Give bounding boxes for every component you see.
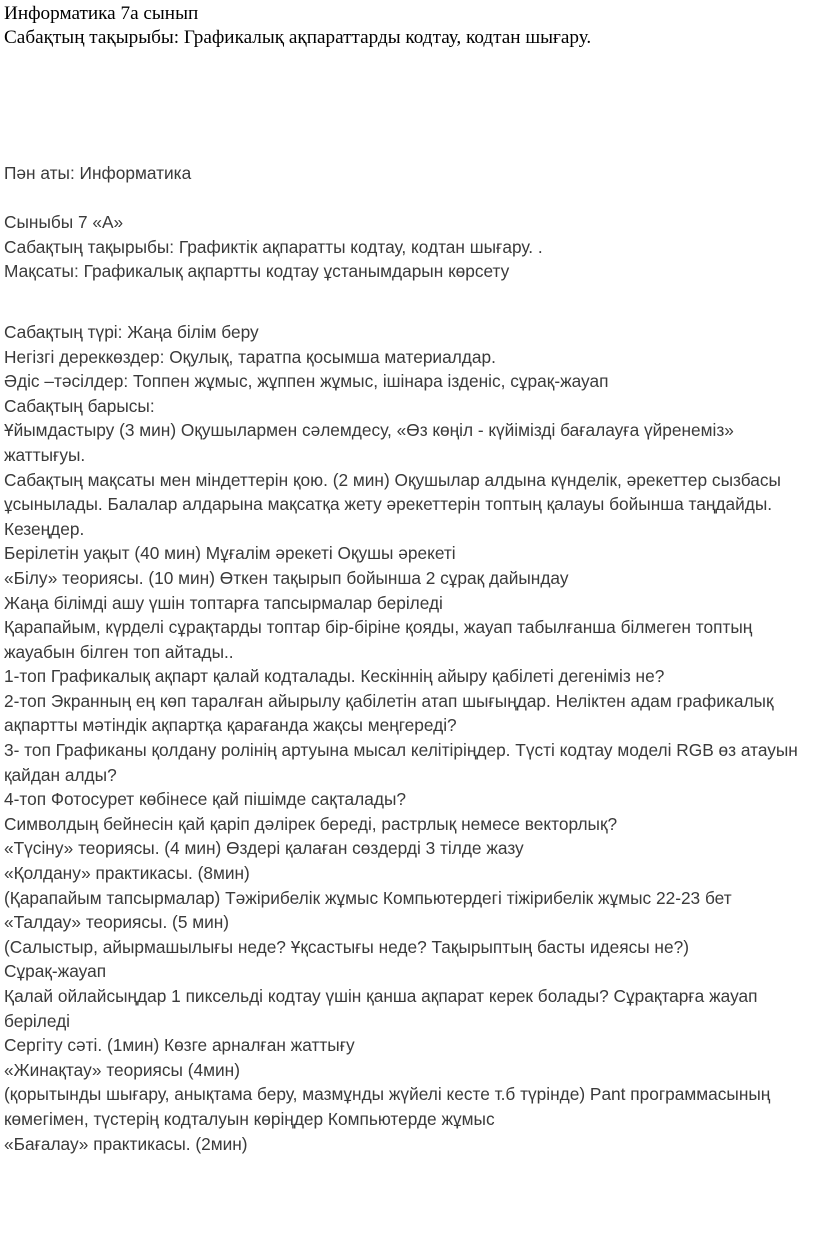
spacer bbox=[4, 284, 810, 320]
paragraph: «Талдау» теориясы. (5 мин) bbox=[4, 912, 230, 933]
paragraph: Негізгі дереккөздер: Оқулық, таратпа қосымша материалдар. bbox=[4, 346, 496, 367]
paragraph: 4-топ Фотосурет көбінесе қай пішімде сақталады? bbox=[4, 789, 406, 810]
header-topic-line: Сабақтың тақырыбы: Графикалық ақпараттарды кодтау, кодтан шығару. bbox=[4, 27, 592, 48]
paragraph: Қарапайым, күрделі сұрақтарды топтар бір-біріне қояды, жауап табылғанша білмеген топтың жауабын білген топ айтады.. bbox=[4, 617, 753, 662]
paragraph: Әдіс –тәсілдер: Топпен жұмыс, жұппен жұмыс, ішінара ізденіс, сұрақ-жауап bbox=[4, 371, 609, 392]
paragraph: Берілетін уақыт (40 мин) Мұғалім әрекеті Оқушы әрекеті bbox=[4, 543, 456, 564]
paragraph: Сұрақ-жауап bbox=[4, 961, 107, 982]
paragraph: 2-топ Экранның ең көп таралған айырылу қабілетін атап шығыңдар. Неліктен адам графикалық ақпартты мәтіндік ақпартқа қарағанда жақсы меңгереді? bbox=[4, 690, 774, 736]
paragraph: Қалай ойлайсыңдар 1 пиксельді кодтау үшін қанша ақпарат керек болады? Сұрақтарға жауап беріледі bbox=[4, 986, 758, 1031]
spacer bbox=[4, 186, 810, 211]
paragraph: (Салыстыр, айырмашылығы неде? Ұқсастығы неде? Тақырыптың басты идеясы не?) bbox=[4, 936, 689, 957]
paragraph: «Жинақтау» теориясы (4мин) bbox=[4, 1059, 240, 1080]
subject-line: Пән аты: Информатика bbox=[4, 163, 192, 183]
paragraph: Сабақтың түрі: Жаңа білім беру bbox=[4, 321, 259, 342]
paragraph: (қорытынды шығару, анықтама беру, мазмұнды жүйелі кесте т.б түрінде) Pant программасының көмегімен, түстерің кодталуын көріңдер Компьютерде жұмыс bbox=[4, 1084, 771, 1129]
paragraph: Сабақтың барысы: bbox=[4, 395, 155, 416]
paragraph: Символдың бейнесін қай қаріп дәлірек береді, растрлық немесе векторлық? bbox=[4, 813, 618, 834]
paragraph: «Білу» теориясы. (10 мин) Өткен тақырып бойынша 2 сұрақ дайындау bbox=[4, 567, 569, 588]
goal-line: Мақсаты: Графикалық ақпартты кодтау ұстанымдарын көрсету bbox=[4, 261, 510, 282]
paragraph: «Қолдану» практикасы. (8мин) bbox=[4, 863, 250, 884]
paragraph: 1-топ Графикалық ақпарт қалай кодталады. Кескіннің айыру қабілеті дегеніміз не? bbox=[4, 666, 665, 687]
header-class-line: Информатика 7а сынып bbox=[4, 3, 199, 24]
paragraph: Жаңа білімді ашу үшін топтарға тапсырмалар беріледі bbox=[4, 592, 443, 613]
lesson-plan-body bbox=[4, 161, 810, 1156]
paragraph: 3- топ Графиканы қолдану ролінің артуына мысал келітіріңдер. Түсті кодтау моделі RGB өз атауын қайдан алды? bbox=[4, 740, 798, 785]
paragraph: Сергіту сәті. (1мин) Көзге арналған жаттығу bbox=[4, 1035, 355, 1056]
paragraph: «Бағалау» практикасы. (2мин) bbox=[4, 1133, 248, 1154]
class-line: Сыныбы 7 «А» bbox=[4, 212, 124, 233]
paragraph: Кезеңдер. bbox=[4, 518, 85, 539]
topic-line: Сабақтың тақырыбы: Графиктік ақпаратты кодтау, кодтан шығару. . bbox=[4, 236, 543, 257]
paragraph: (Қарапайым тапсырмалар) Тәжірибелік жұмыс Компьютердегі тіжірибелік жұмыс 22-23 бет bbox=[4, 887, 732, 908]
paragraph: Ұйымдастыру (3 мин) Оқушылармен сәлемдесу, «Өз көңіл - күйімізді бағалауға үйренеміз» жаттығуы. bbox=[4, 420, 734, 465]
paragraph: Сабақтың мақсаты мен міндеттерін қою. (2 мин) Оқушылар алдына күнделік, әрекеттер сызбасы ұсынылады. Балалар алдарына мақсатқа жету әрекеттерін топтың қалауы бойынша таңдайды. bbox=[4, 469, 781, 515]
paragraph: «Түсіну» теориясы. (4 мин) Өздері қалаған сөздерді 3 тілде жазу bbox=[4, 838, 524, 859]
document-header bbox=[4, 2, 804, 50]
